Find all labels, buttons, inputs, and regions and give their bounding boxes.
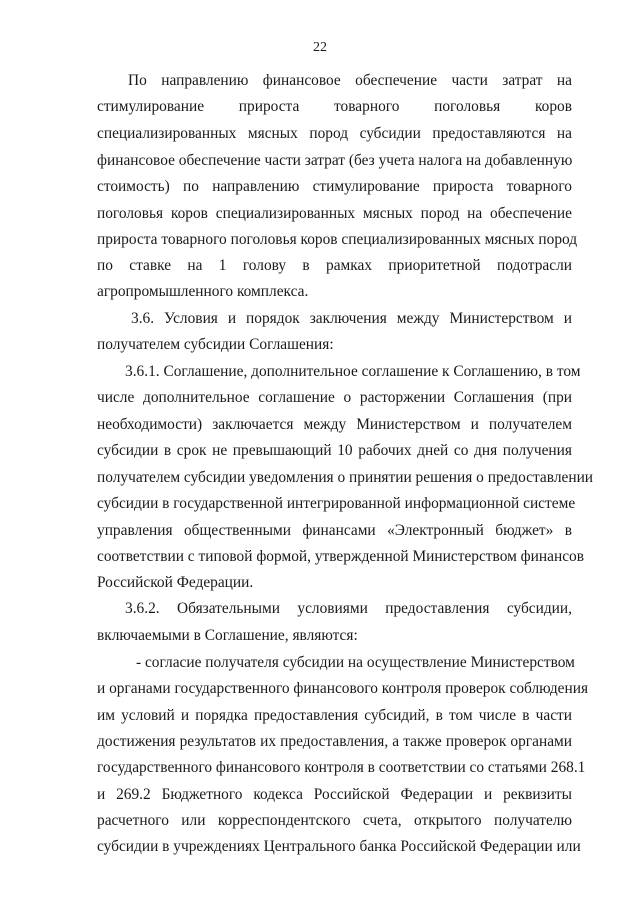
text-line: получателем субсидии уведомления о принятии решения о предоставлении	[97, 469, 594, 486]
text-line: субсидии в срок не превышающий 10 рабочих дней со дня получения	[97, 442, 572, 459]
text-line: числе дополнительное соглашение о расторжении Соглашения (при	[97, 389, 572, 406]
text-line: По направлению финансовое обеспечение части затрат на	[128, 72, 572, 89]
text-line: агропромышленного комплекса.	[97, 283, 309, 300]
text-line: по ставке на 1 голову в рамках приоритетной подотрасли	[97, 257, 572, 274]
text-line: специализированных мясных пород субсидии предоставляются на	[97, 125, 572, 142]
text-line: им условий и порядка предоставления субсидий, в том числе в части	[97, 707, 572, 724]
text-line: достижения результатов их предоставления, а также проверок органами	[97, 733, 572, 750]
section-heading-3-6: 3.6. Условия и порядок заключения между Министерством и	[131, 310, 572, 327]
text-line: поголовья коров специализированных мясных пород на обеспечение	[97, 205, 572, 222]
text-line: управления общественными финансами «Электронный бюджет» в	[97, 522, 572, 539]
text-line: финансовое обеспечение части затрат (без учета налога на добавленную	[97, 152, 573, 169]
text-line: стоимость) по направлению стимулирование прироста товарного	[97, 178, 572, 195]
text-line: Российской Федерации.	[97, 574, 254, 591]
page-number: 22	[313, 40, 327, 55]
text-line: государственного финансового контроля в соответствии со статьями 268.1	[97, 759, 586, 776]
clause-3-6-1-first-line: 3.6.1. Соглашение, дополнительное соглашение к Соглашению, в том	[125, 363, 581, 380]
text-line: получателем субсидии Соглашения:	[97, 336, 334, 353]
clause-3-6-2-first-line: 3.6.2. Обязательными условиями предоставления субсидии,	[125, 600, 572, 617]
text-line: субсидии в государственной интегрированной информационной системе	[97, 495, 576, 512]
text-line: прироста товарного поголовья коров специализированных мясных пород	[97, 231, 578, 248]
text-line: и 269.2 Бюджетного кодекса Российской Федерации и реквизиты	[97, 786, 572, 803]
text-line: необходимости) заключается между Министерством и получателем	[97, 416, 572, 433]
text-line: расчетного или корреспондентского счета, открытого получателю	[97, 812, 572, 829]
text-line: соответствии с типовой формой, утвержденной Министерством финансов	[97, 548, 584, 565]
text-line: стимулирование прироста товарного поголовья коров	[97, 98, 572, 115]
text-line: субсидии в учреждениях Центрального банка Российской Федерации или	[97, 838, 581, 855]
text-line: и органами государственного финансового контроля проверок соблюдения	[97, 680, 589, 697]
text-line: включаемыми в Соглашение, являются:	[97, 627, 358, 644]
list-item-first-line: - согласие получателя субсидии на осуществление Министерством	[136, 654, 575, 671]
